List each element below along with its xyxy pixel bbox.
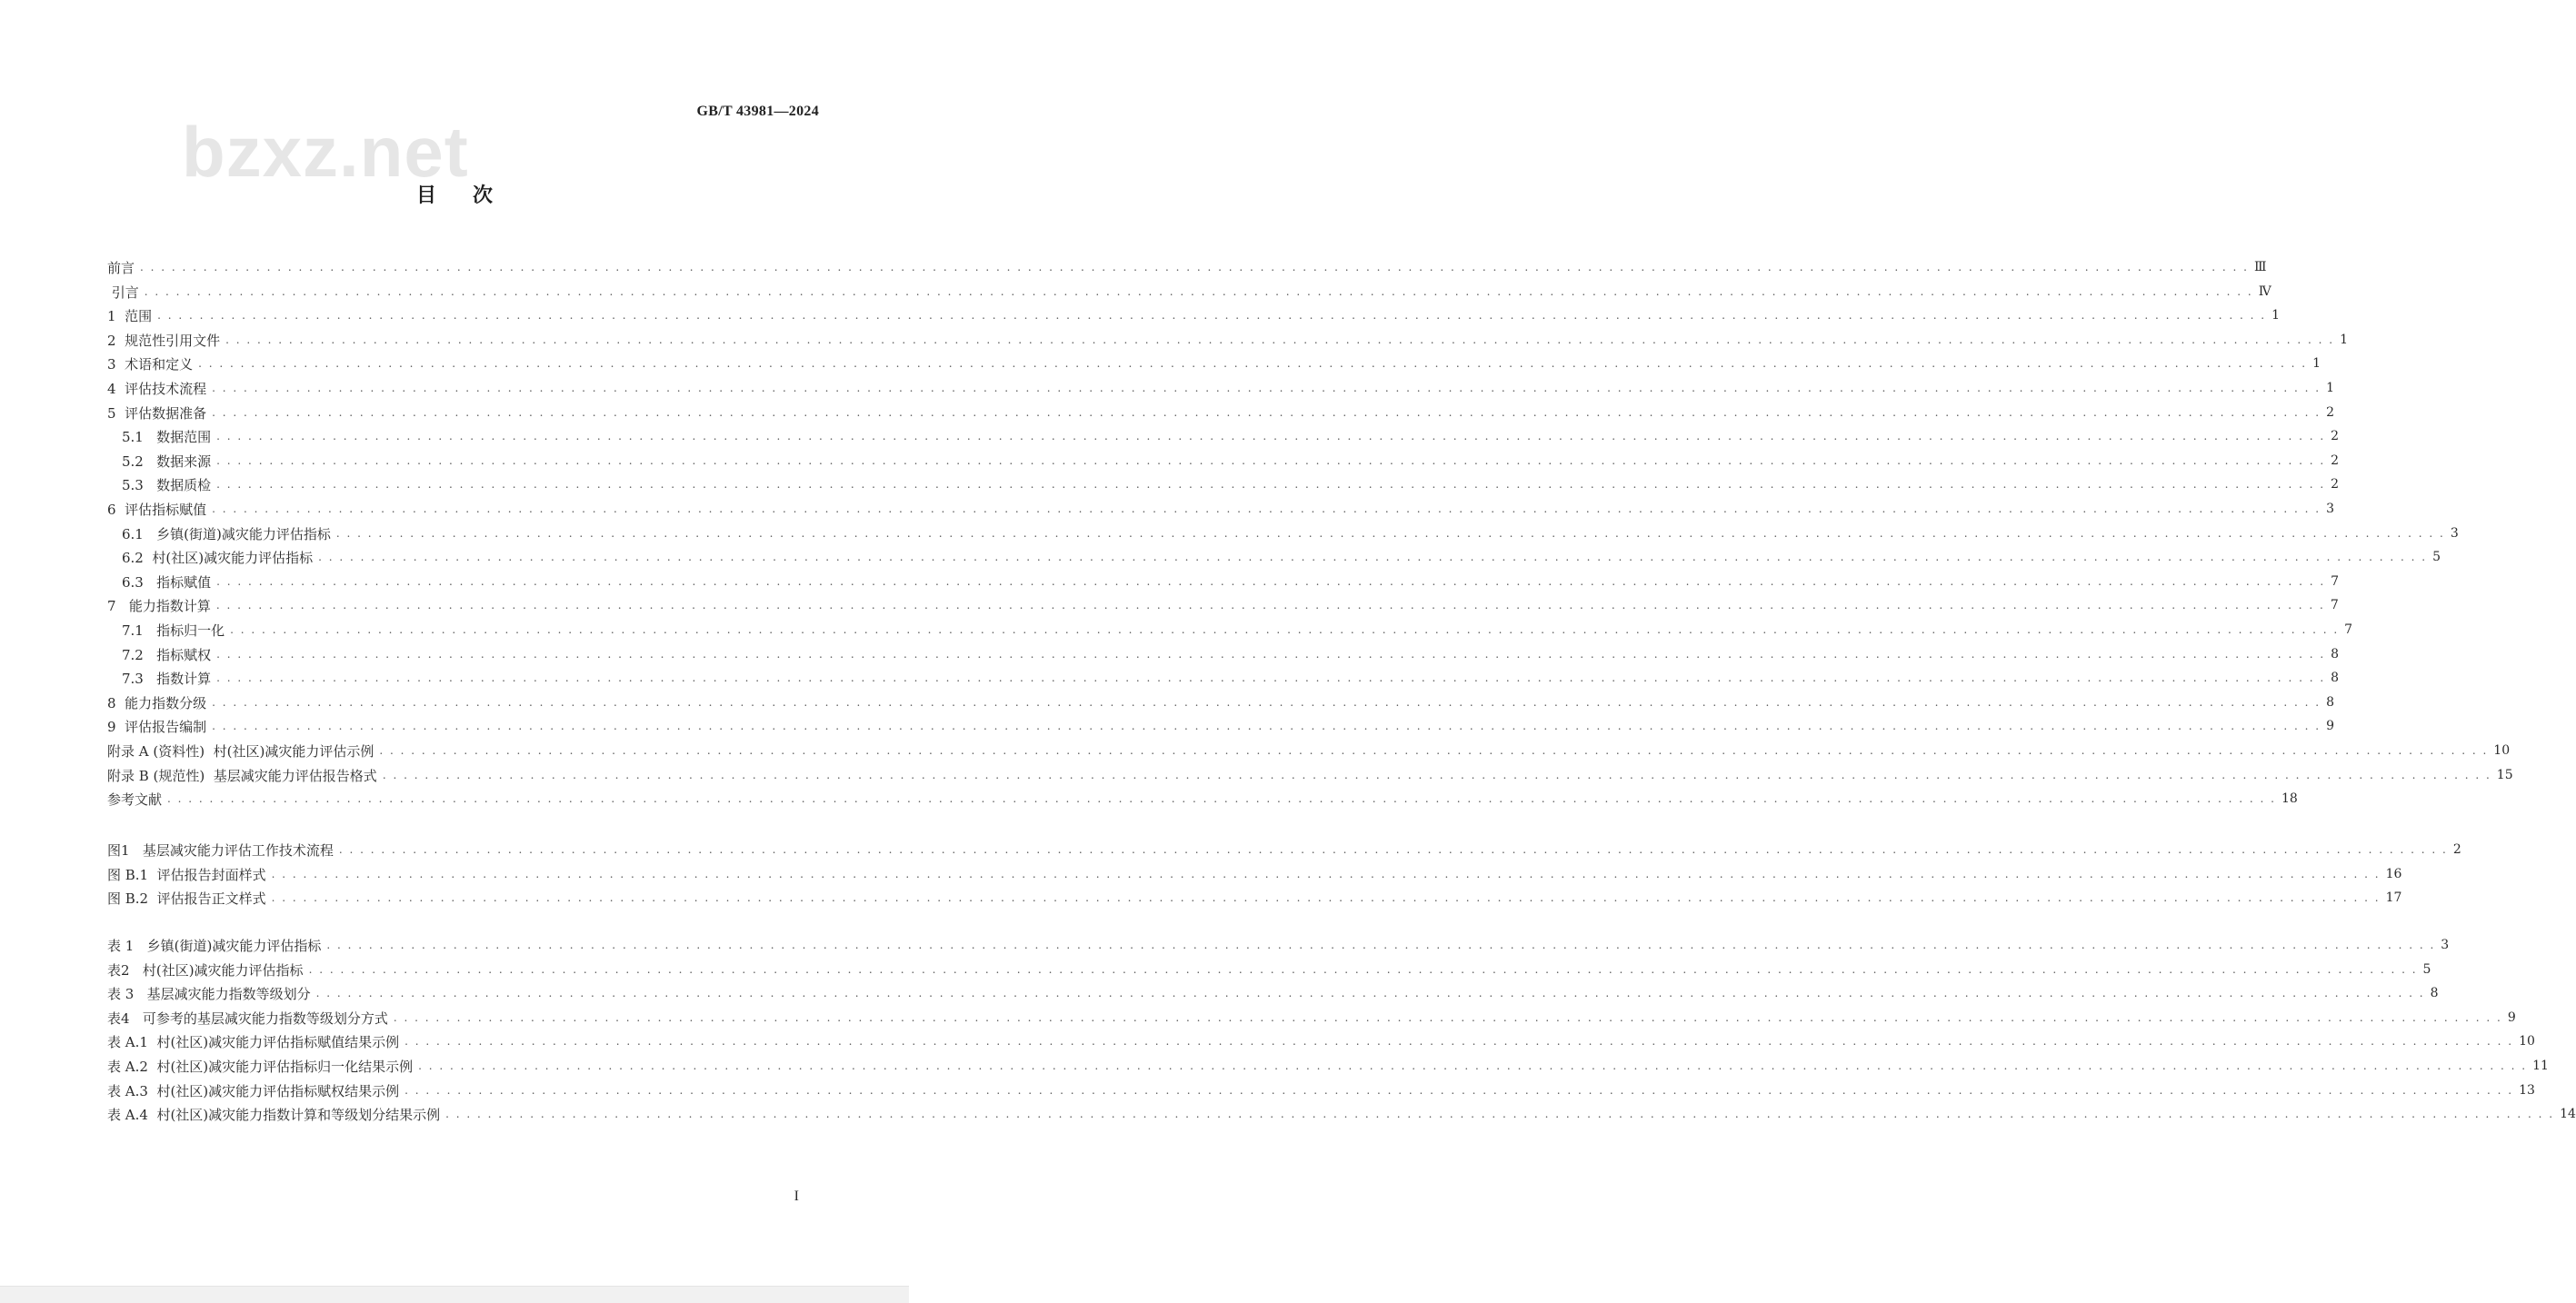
table-entry-page: 11 bbox=[2532, 1059, 2549, 1073]
toc-entry-page: 2 bbox=[2331, 477, 2340, 492]
dot-leader: . . . . . . . . . . . . . . . . . . . . . . . . . . . . . . . . . . . . . . . . . . . . . . . . . . . . . . . . . . . . . . . . . . . . . . . . . . . . . . . . . . . . . . . . . . . . . . . . . . . . . . . . . . . . . . . . . . . . . . . . . . . . . . . . . . . . . . . . . . . . . . . . . . . . . . . . . . . . . . . . . . . . . . . . . . . . . . . . . . . . . . . . . . . . . . . . . . . . . . . . bbox=[157, 309, 2267, 322]
dot-leader: . . . . . . . . . . . . . . . . . . . . . . . . . . . . . . . . . . . . . . . . . . . . . . . . . . . . . . . . . . . . . . . . . . . . . . . . . . . . . . . . . . . . . . . . . . . . . . . . . . . . . . . . . . . . . . . . . . . . . . . . . . . . . . . . . . . . . . . . . . . . . . . . . . . . . . . . . . . . . . . . . . . . . . . . . . . . . . . . . . . . . . . . . . . . . . . . . . . . . . . . bbox=[140, 261, 2249, 274]
dot-leader: . . . . . . . . . . . . . . . . . . . . . . . . . . . . . . . . . . . . . . . . . . . . . . . . . . . . . . . . . . . . . . . . . . . . . . . . . . . . . . . . . . . . . . . . . . . . . . . . . . . . . . . . . . . . . . . . . . . . . . . . . . . . . . . . . . . . . . . . . . . . . . . . . . . . . . . . . . . . . . . . . . . . . . . . . . . . . . . . . . . . . . . . . . . . . . . . . . . . . . . . bbox=[338, 843, 2448, 856]
toc-entry[interactable] bbox=[107, 763, 2513, 787]
figure-entry[interactable] bbox=[107, 886, 2402, 910]
toc-entry-page: 1 bbox=[2326, 381, 2334, 395]
dot-leader: . . . . . . . . . . . . . . . . . . . . . . . . . . . . . . . . . . . . . . . . . . . . . . . . . . . . . . . . . . . . . . . . . . . . . . . . . . . . . . . . . . . . . . . . . . . . . . . . . . . . . . . . . . . . . . . . . . . . . . . . . . . . . . . . . . . . . . . . . . . . . . . . . . . . . . . . . . . . . . . . . . . . . . . . . . . . . . . . . . . . . . . . . . . . . . . . . . . . . . . . bbox=[212, 502, 2321, 515]
toc-entry[interactable] bbox=[107, 352, 2321, 375]
toc-entry-label: 引言 bbox=[107, 283, 139, 301]
toc-entry-label: 附录 B (规范性) 基层减灾能力评估报告格式 bbox=[107, 767, 377, 784]
toc-entry[interactable] bbox=[107, 472, 2340, 496]
toc-entry-page: 2 bbox=[2331, 453, 2340, 468]
toc-entry-label: 6 评估指标赋值 bbox=[107, 501, 207, 518]
table-entry[interactable] bbox=[107, 933, 2450, 957]
dot-leader: . . . . . . . . . . . . . . . . . . . . . . . . . . . . . . . . . . . . . . . . . . . . . . . . . . . . . . . . . . . . . . . . . . . . . . . . . . . . . . . . . . . . . . . . . . . . . . . . . . . . . . . . . . . . . . . . . . . . . . . . . . . . . . . . . . . . . . . . . . . . . . . . . . . . . . . . . . . . . . . . . . . . . . . . . . . . . . . . . . . . . . . . . . . . . . . . . . . . . . . . bbox=[216, 454, 2326, 467]
table-entry-page: 10 bbox=[2519, 1034, 2535, 1049]
toc-entry-label: 5.1 数据范围 bbox=[122, 428, 212, 445]
toc-entry[interactable] bbox=[107, 522, 2459, 545]
table-entry-label: 表 A.1 村(社区)减灾能力评估指标赋值结果示例 bbox=[107, 1033, 400, 1050]
toc-entry-label: 5.3 数据质检 bbox=[122, 476, 212, 493]
toc-entry-page: 1 bbox=[2340, 333, 2348, 347]
toc-entry-label: 2 规范性引用文件 bbox=[107, 332, 221, 349]
toc-entry[interactable] bbox=[107, 449, 2340, 472]
dot-leader: . . . . . . . . . . . . . . . . . . . . . . . . . . . . . . . . . . . . . . . . . . . . . . . . . . . . . . . . . . . . . . . . . . . . . . . . . . . . . . . . . . . . . . . . . . . . . . . . . . . . . . . . . . . . . . . . . . . . . . . . . . . . . . . . . . . . . . . . . . . . . . . . . . . . . . . . . . . . . . . . . . . . . . . . . . . . . . . . . . . . . . . . . . . . . . . . . . . . . . . . bbox=[418, 1059, 2528, 1072]
dot-leader: . . . . . . . . . . . . . . . . . . . . . . . . . . . . . . . . . . . . . . . . . . . . . . . . . . . . . . . . . . . . . . . . . . . . . . . . . . . . . . . . . . . . . . . . . . . . . . . . . . . . . . . . . . . . . . . . . . . . . . . . . . . . . . . . . . . . . . . . . . . . . . . . . . . . . . . . . . . . . . . . . . . . . . . . . . . . . . . . . . . . . . . . . . . . . . . . . . . . . . . . bbox=[326, 939, 2436, 951]
dot-leader: . . . . . . . . . . . . . . . . . . . . . . . . . . . . . . . . . . . . . . . . . . . . . . . . . . . . . . . . . . . . . . . . . . . . . . . . . . . . . . . . . . . . . . . . . . . . . . . . . . . . . . . . . . . . . . . . . . . . . . . . . . . . . . . . . . . . . . . . . . . . . . . . . . . . . . . . . . . . . . . . . . . . . . . . . . . . . . . . . . . . . . . . . . . . . . . . . . . . . . . . bbox=[271, 868, 2381, 880]
toc-entry-label: 4 评估技术流程 bbox=[107, 380, 207, 397]
toc-entry-label: 5.2 数据来源 bbox=[122, 453, 212, 470]
toc-entry-page: 3 bbox=[2450, 526, 2459, 541]
dot-leader: . . . . . . . . . . . . . . . . . . . . . . . . . . . . . . . . . . . . . . . . . . . . . . . . . . . . . . . . . . . . . . . . . . . . . . . . . . . . . . . . . . . . . . . . . . . . . . . . . . . . . . . . . . . . . . . . . . . . . . . . . . . . . . . . . . . . . . . . . . . . . . . . . . . . . . . . . . . . . . . . . . . . . . . . . . . . . . . . . . . . . . . . . . . . . . . . . . . . . . . . bbox=[379, 744, 2489, 757]
figure-entry-page: 2 bbox=[2452, 842, 2461, 857]
table-entry[interactable] bbox=[107, 1006, 2516, 1029]
toc-entry[interactable] bbox=[107, 618, 2353, 642]
toc-entry-page: 2 bbox=[2331, 429, 2340, 443]
toc-entry-label: 8 能力指数分级 bbox=[107, 694, 207, 711]
standard-number: GB/T 43981—2024 bbox=[696, 104, 819, 119]
viewer-bottom-bar bbox=[0, 1286, 909, 1303]
dot-leader: . . . . . . . . . . . . . . . . . . . . . . . . . . . . . . . . . . . . . . . . . . . . . . . . . . . . . . . . . . . . . . . . . . . . . . . . . . . . . . . . . . . . . . . . . . . . . . . . . . . . . . . . . . . . . . . . . . . . . . . . . . . . . . . . . . . . . . . . . . . . . . . . . . . . . . . . . . . . . . . . . . . . . . . . . . . . . . . . . . . . . . . . . . . . . . . . . . . . . . . . bbox=[198, 357, 2308, 370]
page-title: 目次 bbox=[415, 184, 529, 207]
dot-leader: . . . . . . . . . . . . . . . . . . . . . . . . . . . . . . . . . . . . . . . . . . . . . . . . . . . . . . . . . . . . . . . . . . . . . . . . . . . . . . . . . . . . . . . . . . . . . . . . . . . . . . . . . . . . . . . . . . . . . . . . . . . . . . . . . . . . . . . . . . . . . . . . . . . . . . . . . . . . . . . . . . . . . . . . . . . . . . . . . . . . . . . . . . . . . . . . . . . . . . . . bbox=[144, 285, 2253, 298]
dot-leader: . . . . . . . . . . . . . . . . . . . . . . . . . . . . . . . . . . . . . . . . . . . . . . . . . . . . . . . . . . . . . . . . . . . . . . . . . . . . . . . . . . . . . . . . . . . . . . . . . . . . . . . . . . . . . . . . . . . . . . . . . . . . . . . . . . . . . . . . . . . . . . . . . . . . . . . . . . . . . . . . . . . . . . . . . . . . . . . . . . . . . . . . . . . . . . . . . . . . . . . . bbox=[318, 551, 2428, 563]
toc-entry-page: 8 bbox=[2331, 671, 2340, 685]
toc-entry-label: 7.2 指标赋权 bbox=[122, 646, 212, 663]
table-entry-label: 表4 可参考的基层减灾能力指数等级划分方式 bbox=[107, 1010, 388, 1027]
toc-entry-page: 1 bbox=[2312, 356, 2321, 371]
toc-entry-label: 6.2 村(社区)减灾能力评估指标 bbox=[122, 549, 314, 566]
figure-entry-label: 图1 基层减灾能力评估工作技术流程 bbox=[107, 841, 334, 859]
table-entry-page: 5 bbox=[2422, 962, 2431, 977]
dot-leader: . . . . . . . . . . . . . . . . . . . . . . . . . . . . . . . . . . . . . . . . . . . . . . . . . . . . . . . . . . . . . . . . . . . . . . . . . . . . . . . . . . . . . . . . . . . . . . . . . . . . . . . . . . . . . . . . . . . . . . . . . . . . . . . . . . . . . . . . . . . . . . . . . . . . . . . . . . . . . . . . . . . . . . . . . . . . . . . . . . . . . . . . . . . . . . . . . . . . . . . . bbox=[308, 963, 2418, 976]
toc-entry[interactable] bbox=[107, 545, 2441, 569]
dot-leader: . . . . . . . . . . . . . . . . . . . . . . . . . . . . . . . . . . . . . . . . . . . . . . . . . . . . . . . . . . . . . . . . . . . . . . . . . . . . . . . . . . . . . . . . . . . . . . . . . . . . . . . . . . . . . . . . . . . . . . . . . . . . . . . . . . . . . . . . . . . . . . . . . . . . . . . . . . . . . . . . . . . . . . . . . . . . . . . . . . . . . . . . . . . . . . . . . . . . . . . . bbox=[445, 1108, 2555, 1120]
toc-entry-page: 1 bbox=[2271, 308, 2280, 323]
toc-entry[interactable] bbox=[107, 642, 2340, 666]
toc-entry-page: Ⅳ bbox=[2258, 284, 2271, 299]
dot-leader: . . . . . . . . . . . . . . . . . . . . . . . . . . . . . . . . . . . . . . . . . . . . . . . . . . . . . . . . . . . . . . . . . . . . . . . . . . . . . . . . . . . . . . . . . . . . . . . . . . . . . . . . . . . . . . . . . . . . . . . . . . . . . . . . . . . . . . . . . . . . . . . . . . . . . . . . . . . . . . . . . . . . . . . . . . . . . . . . . . . . . . . . . . . . . . . . . . . . . . . . bbox=[230, 623, 2340, 636]
toc-entry-label: 7 能力指数计算 bbox=[107, 597, 211, 614]
toc-entry[interactable] bbox=[107, 401, 2334, 424]
toc-entry-label: 9 评估报告编制 bbox=[107, 718, 207, 735]
toc-entry-page: 9 bbox=[2326, 719, 2334, 733]
figure-entry-page: 16 bbox=[2385, 867, 2402, 881]
dot-leader: . . . . . . . . . . . . . . . . . . . . . . . . . . . . . . . . . . . . . . . . . . . . . . . . . . . . . . . . . . . . . . . . . . . . . . . . . . . . . . . . . . . . . . . . . . . . . . . . . . . . . . . . . . . . . . . . . . . . . . . . . . . . . . . . . . . . . . . . . . . . . . . . . . . . . . . . . . . . . . . . . . . . . . . . . . . . . . . . . . . . . . . . . . . . . . . . . . . . . . . . bbox=[335, 527, 2445, 540]
table-entry-label: 表 A.3 村(社区)减灾能力评估指标赋权结果示例 bbox=[107, 1082, 400, 1099]
toc-entry[interactable] bbox=[107, 303, 2280, 327]
dot-leader: . . . . . . . . . . . . . . . . . . . . . . . . . . . . . . . . . . . . . . . . . . . . . . . . . . . . . . . . . . . . . . . . . . . . . . . . . . . . . . . . . . . . . . . . . . . . . . . . . . . . . . . . . . . . . . . . . . . . . . . . . . . . . . . . . . . . . . . . . . . . . . . . . . . . . . . . . . . . . . . . . . . . . . . . . . . . . . . . . . . . . . . . . . . . . . . . . . . . . . . . bbox=[212, 406, 2321, 419]
table-entry-page: 3 bbox=[2441, 938, 2450, 952]
toc-entry-label: 6.3 指标赋值 bbox=[122, 573, 212, 591]
dot-leader: . . . . . . . . . . . . . . . . . . . . . . . . . . . . . . . . . . . . . . . . . . . . . . . . . . . . . . . . . . . . . . . . . . . . . . . . . . . . . . . . . . . . . . . . . . . . . . . . . . . . . . . . . . . . . . . . . . . . . . . . . . . . . . . . . . . . . . . . . . . . . . . . . . . . . . . . . . . . . . . . . . . . . . . . . . . . . . . . . . . . . . . . . . . . . . . . . . . . . . . . bbox=[212, 696, 2321, 709]
toc-entry-label: 1 范围 bbox=[107, 307, 153, 324]
table-entry[interactable] bbox=[107, 1079, 2535, 1102]
toc-entry[interactable] bbox=[107, 593, 2339, 617]
table-entry[interactable] bbox=[107, 1029, 2535, 1053]
toc-entry-page: 7 bbox=[2330, 598, 2339, 612]
dot-leader: . . . . . . . . . . . . . . . . . . . . . . . . . . . . . . . . . . . . . . . . . . . . . . . . . . . . . . . . . . . . . . . . . . . . . . . . . . . . . . . . . . . . . . . . . . . . . . . . . . . . . . . . . . . . . . . . . . . . . . . . . . . . . . . . . . . . . . . . . . . . . . . . . . . . . . . . . . . . . . . . . . . . . . . . . . . . . . . . . . . . . . . . . . . . . . . . . . . . . . . . bbox=[315, 987, 2425, 1000]
table-entry-label: 表 1 乡镇(街道)减灾能力评估指标 bbox=[107, 937, 322, 954]
toc-entry[interactable] bbox=[107, 714, 2334, 738]
table-entry[interactable] bbox=[107, 1102, 2576, 1126]
table-entry[interactable] bbox=[107, 958, 2431, 981]
toc-entry[interactable] bbox=[107, 666, 2340, 690]
dot-leader: . . . . . . . . . . . . . . . . . . . . . . . . . . . . . . . . . . . . . . . . . . . . . . . . . . . . . . . . . . . . . . . . . . . . . . . . . . . . . . . . . . . . . . . . . . . . . . . . . . . . . . . . . . . . . . . . . . . . . . . . . . . . . . . . . . . . . . . . . . . . . . . . . . . . . . . . . . . . . . . . . . . . . . . . . . . . . . . . . . . . . . . . . . . . . . . . . . . . . . . . bbox=[167, 792, 2276, 805]
page-number: I bbox=[794, 1189, 799, 1204]
toc-entry-page: 15 bbox=[2496, 768, 2513, 782]
toc-entry-page: 7 bbox=[2344, 622, 2353, 637]
toc-entry[interactable] bbox=[107, 787, 2298, 811]
toc-entry-page: 18 bbox=[2281, 791, 2298, 806]
toc-entry-page: Ⅲ bbox=[2253, 260, 2267, 274]
dot-leader: . . . . . . . . . . . . . . . . . . . . . . . . . . . . . . . . . . . . . . . . . . . . . . . . . . . . . . . . . . . . . . . . . . . . . . . . . . . . . . . . . . . . . . . . . . . . . . . . . . . . . . . . . . . . . . . . . . . . . . . . . . . . . . . . . . . . . . . . . . . . . . . . . . . . . . . . . . . . . . . . . . . . . . . . . . . . . . . . . . . . . . . . . . . . . . . . . . . . . . . . bbox=[393, 1011, 2502, 1024]
dot-leader: . . . . . . . . . . . . . . . . . . . . . . . . . . . . . . . . . . . . . . . . . . . . . . . . . . . . . . . . . . . . . . . . . . . . . . . . . . . . . . . . . . . . . . . . . . . . . . . . . . . . . . . . . . . . . . . . . . . . . . . . . . . . . . . . . . . . . . . . . . . . . . . . . . . . . . . . . . . . . . . . . . . . . . . . . . . . . . . . . . . . . . . . . . . . . . . . . . . . . . . . bbox=[216, 648, 2326, 661]
toc-entry-page: 8 bbox=[2326, 695, 2334, 710]
toc-entry-page: 7 bbox=[2331, 574, 2340, 589]
toc-entry-label: 7.1 指标归一化 bbox=[122, 622, 225, 639]
table-entry-page: 8 bbox=[2430, 986, 2439, 1000]
dot-leader: . . . . . . . . . . . . . . . . . . . . . . . . . . . . . . . . . . . . . . . . . . . . . . . . . . . . . . . . . . . . . . . . . . . . . . . . . . . . . . . . . . . . . . . . . . . . . . . . . . . . . . . . . . . . . . . . . . . . . . . . . . . . . . . . . . . . . . . . . . . . . . . . . . . . . . . . . . . . . . . . . . . . . . . . . . . . . . . . . . . . . . . . . . . . . . . . . . . . . . . . bbox=[382, 769, 2491, 781]
toc-entry[interactable] bbox=[107, 280, 2271, 303]
toc-entry[interactable] bbox=[107, 691, 2334, 714]
toc-entry-page: 8 bbox=[2331, 647, 2340, 661]
toc-entry[interactable] bbox=[107, 376, 2334, 400]
figure-entry[interactable] bbox=[107, 862, 2402, 886]
toc-entry-page: 3 bbox=[2326, 502, 2334, 516]
table-entry-label: 表 A.4 村(社区)减灾能力指数计算和等级划分结果示例 bbox=[107, 1106, 441, 1123]
dot-leader: . . . . . . . . . . . . . . . . . . . . . . . . . . . . . . . . . . . . . . . . . . . . . . . . . . . . . . . . . . . . . . . . . . . . . . . . . . . . . . . . . . . . . . . . . . . . . . . . . . . . . . . . . . . . . . . . . . . . . . . . . . . . . . . . . . . . . . . . . . . . . . . . . . . . . . . . . . . . . . . . . . . . . . . . . . . . . . . . . . . . . . . . . . . . . . . . . . . . . . . . bbox=[216, 430, 2326, 443]
toc-entry[interactable] bbox=[107, 497, 2334, 521]
dot-leader: . . . . . . . . . . . . . . . . . . . . . . . . . . . . . . . . . . . . . . . . . . . . . . . . . . . . . . . . . . . . . . . . . . . . . . . . . . . . . . . . . . . . . . . . . . . . . . . . . . . . . . . . . . . . . . . . . . . . . . . . . . . . . . . . . . . . . . . . . . . . . . . . . . . . . . . . . . . . . . . . . . . . . . . . . . . . . . . . . . . . . . . . . . . . . . . . . . . . . . . . bbox=[216, 478, 2326, 491]
toc-entry-label: 前言 bbox=[107, 259, 135, 276]
table-entry-label: 表 A.2 村(社区)减灾能力评估指标归一化结果示例 bbox=[107, 1058, 414, 1075]
toc-entry-label: 5 评估数据准备 bbox=[107, 404, 207, 422]
toc-entry[interactable] bbox=[107, 739, 2511, 762]
toc-entry[interactable] bbox=[107, 255, 2267, 279]
dot-leader: . . . . . . . . . . . . . . . . . . . . . . . . . . . . . . . . . . . . . . . . . . . . . . . . . . . . . . . . . . . . . . . . . . . . . . . . . . . . . . . . . . . . . . . . . . . . . . . . . . . . . . . . . . . . . . . . . . . . . . . . . . . . . . . . . . . . . . . . . . . . . . . . . . . . . . . . . . . . . . . . . . . . . . . . . . . . . . . . . . . . . . . . . . . . . . . . . . . . . . . . bbox=[216, 575, 2326, 588]
table-entry[interactable] bbox=[107, 981, 2439, 1005]
table-entry-page: 13 bbox=[2519, 1083, 2535, 1098]
dot-leader: . . . . . . . . . . . . . . . . . . . . . . . . . . . . . . . . . . . . . . . . . . . . . . . . . . . . . . . . . . . . . . . . . . . . . . . . . . . . . . . . . . . . . . . . . . . . . . . . . . . . . . . . . . . . . . . . . . . . . . . . . . . . . . . . . . . . . . . . . . . . . . . . . . . . . . . . . . . . . . . . . . . . . . . . . . . . . . . . . . . . . . . . . . . . . . . . . . . . . . . . bbox=[404, 1035, 2514, 1048]
table-entry-page: 14 bbox=[2560, 1107, 2576, 1121]
toc-entry-page: 5 bbox=[2432, 550, 2441, 564]
table-entry-label: 表 3 基层减灾能力指数等级划分 bbox=[107, 985, 311, 1002]
dot-leader: . . . . . . . . . . . . . . . . . . . . . . . . . . . . . . . . . . . . . . . . . . . . . . . . . . . . . . . . . . . . . . . . . . . . . . . . . . . . . . . . . . . . . . . . . . . . . . . . . . . . . . . . . . . . . . . . . . . . . . . . . . . . . . . . . . . . . . . . . . . . . . . . . . . . . . . . . . . . . . . . . . . . . . . . . . . . . . . . . . . . . . . . . . . . . . . . . . . . . . . . bbox=[271, 891, 2381, 904]
watermark: bzxz.net bbox=[182, 112, 469, 192]
figure-entry-label: 图 B.2 评估报告正文样式 bbox=[107, 890, 266, 907]
dot-leader: . . . . . . . . . . . . . . . . . . . . . . . . . . . . . . . . . . . . . . . . . . . . . . . . . . . . . . . . . . . . . . . . . . . . . . . . . . . . . . . . . . . . . . . . . . . . . . . . . . . . . . . . . . . . . . . . . . . . . . . . . . . . . . . . . . . . . . . . . . . . . . . . . . . . . . . . . . . . . . . . . . . . . . . . . . . . . . . . . . . . . . . . . . . . . . . . . . . . . . . . bbox=[225, 333, 2335, 346]
toc-entry-label: 7.3 指数计算 bbox=[122, 670, 212, 687]
toc-entry-page: 10 bbox=[2493, 743, 2511, 758]
toc-entry[interactable] bbox=[107, 328, 2348, 352]
toc-entry-label: 参考文献 bbox=[107, 791, 163, 808]
dot-leader: . . . . . . . . . . . . . . . . . . . . . . . . . . . . . . . . . . . . . . . . . . . . . . . . . . . . . . . . . . . . . . . . . . . . . . . . . . . . . . . . . . . . . . . . . . . . . . . . . . . . . . . . . . . . . . . . . . . . . . . . . . . . . . . . . . . . . . . . . . . . . . . . . . . . . . . . . . . . . . . . . . . . . . . . . . . . . . . . . . . . . . . . . . . . . . . . . . . . . . . . bbox=[212, 382, 2321, 394]
figure-entry[interactable] bbox=[107, 838, 2461, 861]
figure-entry-label: 图 B.1 评估报告封面样式 bbox=[107, 866, 266, 883]
table-entry-label: 表2 村(社区)减灾能力评估指标 bbox=[107, 961, 304, 979]
toc-entry[interactable] bbox=[107, 424, 2340, 448]
table-entry[interactable] bbox=[107, 1054, 2549, 1078]
toc-entry-page: 2 bbox=[2326, 405, 2334, 420]
toc-entry-label: 3 术语和定义 bbox=[107, 355, 194, 373]
dot-leader: . . . . . . . . . . . . . . . . . . . . . . . . . . . . . . . . . . . . . . . . . . . . . . . . . . . . . . . . . . . . . . . . . . . . . . . . . . . . . . . . . . . . . . . . . . . . . . . . . . . . . . . . . . . . . . . . . . . . . . . . . . . . . . . . . . . . . . . . . . . . . . . . . . . . . . . . . . . . . . . . . . . . . . . . . . . . . . . . . . . . . . . . . . . . . . . . . . . . . . . . bbox=[215, 599, 2325, 612]
dot-leader: . . . . . . . . . . . . . . . . . . . . . . . . . . . . . . . . . . . . . . . . . . . . . . . . . . . . . . . . . . . . . . . . . . . . . . . . . . . . . . . . . . . . . . . . . . . . . . . . . . . . . . . . . . . . . . . . . . . . . . . . . . . . . . . . . . . . . . . . . . . . . . . . . . . . . . . . . . . . . . . . . . . . . . . . . . . . . . . . . . . . . . . . . . . . . . . . . . . . . . . . bbox=[404, 1084, 2514, 1097]
dot-leader: . . . . . . . . . . . . . . . . . . . . . . . . . . . . . . . . . . . . . . . . . . . . . . . . . . . . . . . . . . . . . . . . . . . . . . . . . . . . . . . . . . . . . . . . . . . . . . . . . . . . . . . . . . . . . . . . . . . . . . . . . . . . . . . . . . . . . . . . . . . . . . . . . . . . . . . . . . . . . . . . . . . . . . . . . . . . . . . . . . . . . . . . . . . . . . . . . . . . . . . . bbox=[212, 720, 2321, 732]
table-entry-page: 9 bbox=[2507, 1010, 2516, 1025]
figure-entry-page: 17 bbox=[2385, 890, 2402, 905]
toc-entry-label: 6.1 乡镇(街道)减灾能力评估指标 bbox=[122, 525, 331, 542]
toc-entry-label: 附录 A (资料性) 村(社区)减灾能力评估示例 bbox=[107, 742, 374, 760]
toc-entry[interactable] bbox=[107, 570, 2340, 593]
dot-leader: . . . . . . . . . . . . . . . . . . . . . . . . . . . . . . . . . . . . . . . . . . . . . . . . . . . . . . . . . . . . . . . . . . . . . . . . . . . . . . . . . . . . . . . . . . . . . . . . . . . . . . . . . . . . . . . . . . . . . . . . . . . . . . . . . . . . . . . . . . . . . . . . . . . . . . . . . . . . . . . . . . . . . . . . . . . . . . . . . . . . . . . . . . . . . . . . . . . . . . . . bbox=[216, 671, 2326, 684]
